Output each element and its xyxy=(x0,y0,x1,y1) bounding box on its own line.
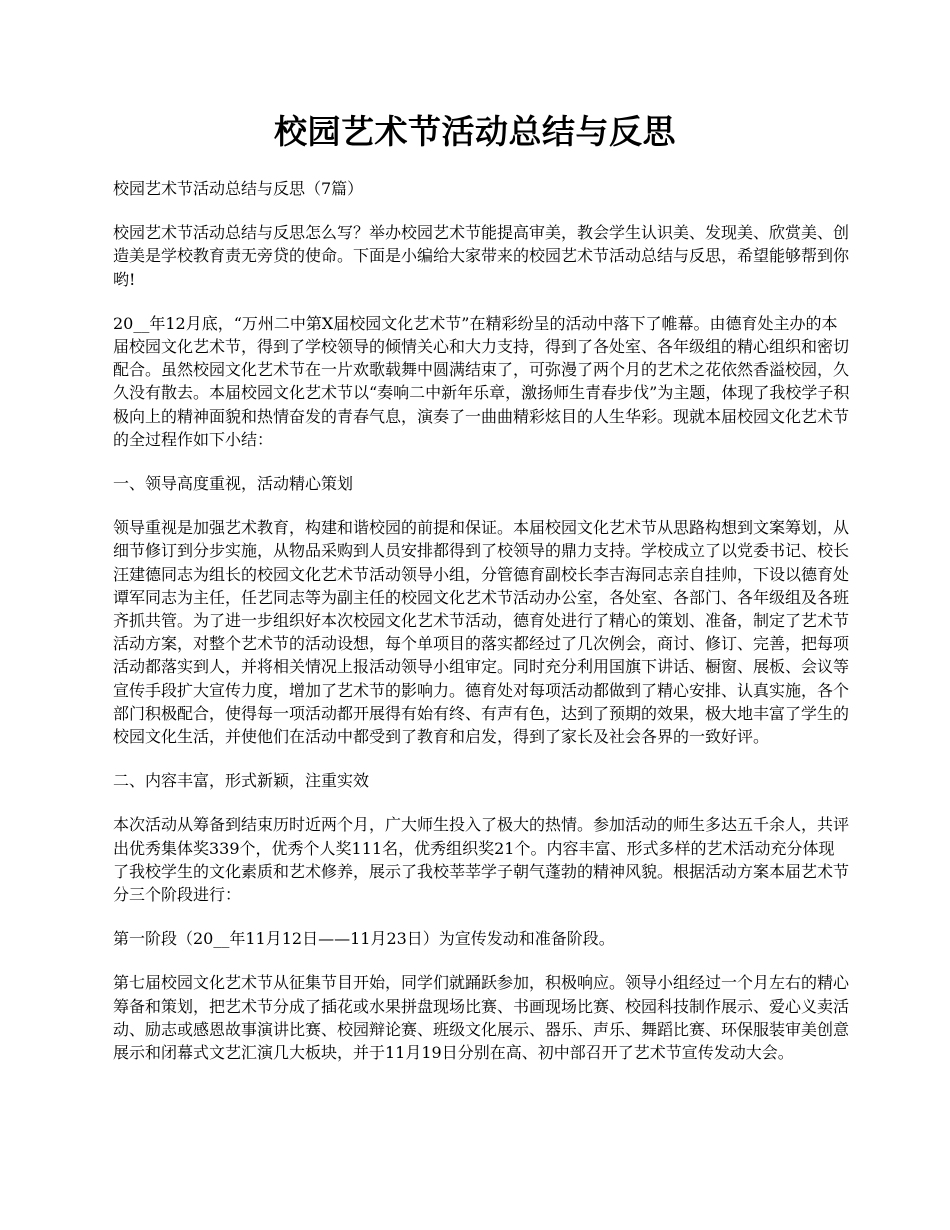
section-1-paragraph: 领导重视是加强艺术教育，构建和谐校园的前提和保证。本届校园文化艺术节从思路构想到文案筹划，从细节修订到分步实施，从物品采购到人员安排都得到了校领导的鼎力支持。学校成立了以党委书记、校长汪建德同志为组长的校园文化艺术节活动领导小组，分管德育副校长李吉海同志亲自挂帅，下设以德育处谭军同志为主任，任艺同志等为副主任的校园文化艺术节活动办公室，各处室、各部门、各年级组及各班齐抓共管。为了进一步组织好本次校园文化艺术节活动，德育处进行了精心的策划、准备，制定了艺术节活动方案，对整个艺术节的活动设想，每个单项目的落实都经过了几次例会，商讨、修订、完善，把每项活动都落实到人，并将相关情况上报活动领导小组审定。同时充分利用国旗下讲话、橱窗、展板、会议等宣传手段扩大宣传力度，增加了艺术节的影响力。德育处对每项活动都做到了精心安排、认真实施，各个部门积极配合，使得每一项活动都开展得有始有终、有声有色，达到了预期的效果，极大地丰富了学生的校园文化生活，并使他们在活动中都受到了教育和启发，得到了家长及社会各界的一致好评。 xyxy=(113,518,850,747)
document-title: 校园艺术节活动总结与反思 xyxy=(274,112,676,151)
document-body xyxy=(113,177,850,1085)
stage-1-paragraph: 第七届校园文化艺术节从征集节目开始，同学们就踊跃参加，积极响应。领导小组经过一个月左右的精心筹备和策划，把艺术节分成了插花或水果拼盘现场比赛、书画现场比赛、校园科技制作展示、爱心义卖活动、励志或感恩故事演讲比赛、校园辩论赛、班级文化展示、器乐、声乐、舞蹈比赛、环保服装审美创意展示和闭幕式文艺汇演几大板块，并于11月19日分别在高、初中部召开了艺术节宣传发动大会。 xyxy=(113,973,850,1063)
section-heading-2: 二、内容丰富，形式新颖，注重实效 xyxy=(113,771,370,791)
overview-paragraph: 20__年12月底，“万州二中第X届校园文化艺术节”在精彩纷呈的活动中落下了帷幕。由德育处主办的本届校园文化艺术节，得到了学校领导的倾情关心和大力支持，得到了各处室、各年级组的精心组织和密切配合。虽然校园文化艺术节在一片欢歌载舞中圆满结束了，可弥漫了两个月的艺术之花依然香溢校园，久久没有散去。本届校园文化艺术节以“奏响二中新年乐章，激扬师生青春步伐”为主题，体现了我校学子积极向上的精神面貌和热情奋发的青春气息，演奏了一曲曲精彩炫目的人生华彩。现就本届校园文化艺术节的全过程作如下小结： xyxy=(113,313,850,449)
section-heading-1: 一、领导高度重视，活动精心策划 xyxy=(113,474,354,494)
intro-paragraph: 校园艺术节活动总结与反思怎么写？举办校园艺术节能提高审美，教会学生认识美、发现美、欣赏美、创造美是学校教育责无旁贷的使命。下面是小编给大家带来的校园艺术节活动总结与反思，希望能够帮到你哟! xyxy=(113,223,850,289)
section-2-paragraph: 本次活动从筹备到结束历时近两个月，广大师生投入了极大的热情。参加活动的师生多达五千余人，共评出优秀集体奖339个，优秀个人奖111名，优秀组织奖21个。内容丰富、形式多样的艺术活动充分体现了我校学生的文化素质和艺术修养，展示了我校莘莘学子朝气蓬勃的精神风貌。根据活动方案本届艺术节分三个阶段进行： xyxy=(113,815,850,905)
stage-1-heading: 第一阶段（20__年11月12日——11月23日）为宣传发动和准备阶段。 xyxy=(113,929,615,949)
subtitle-paragraph: 校园艺术节活动总结与反思（7篇） xyxy=(113,179,364,198)
